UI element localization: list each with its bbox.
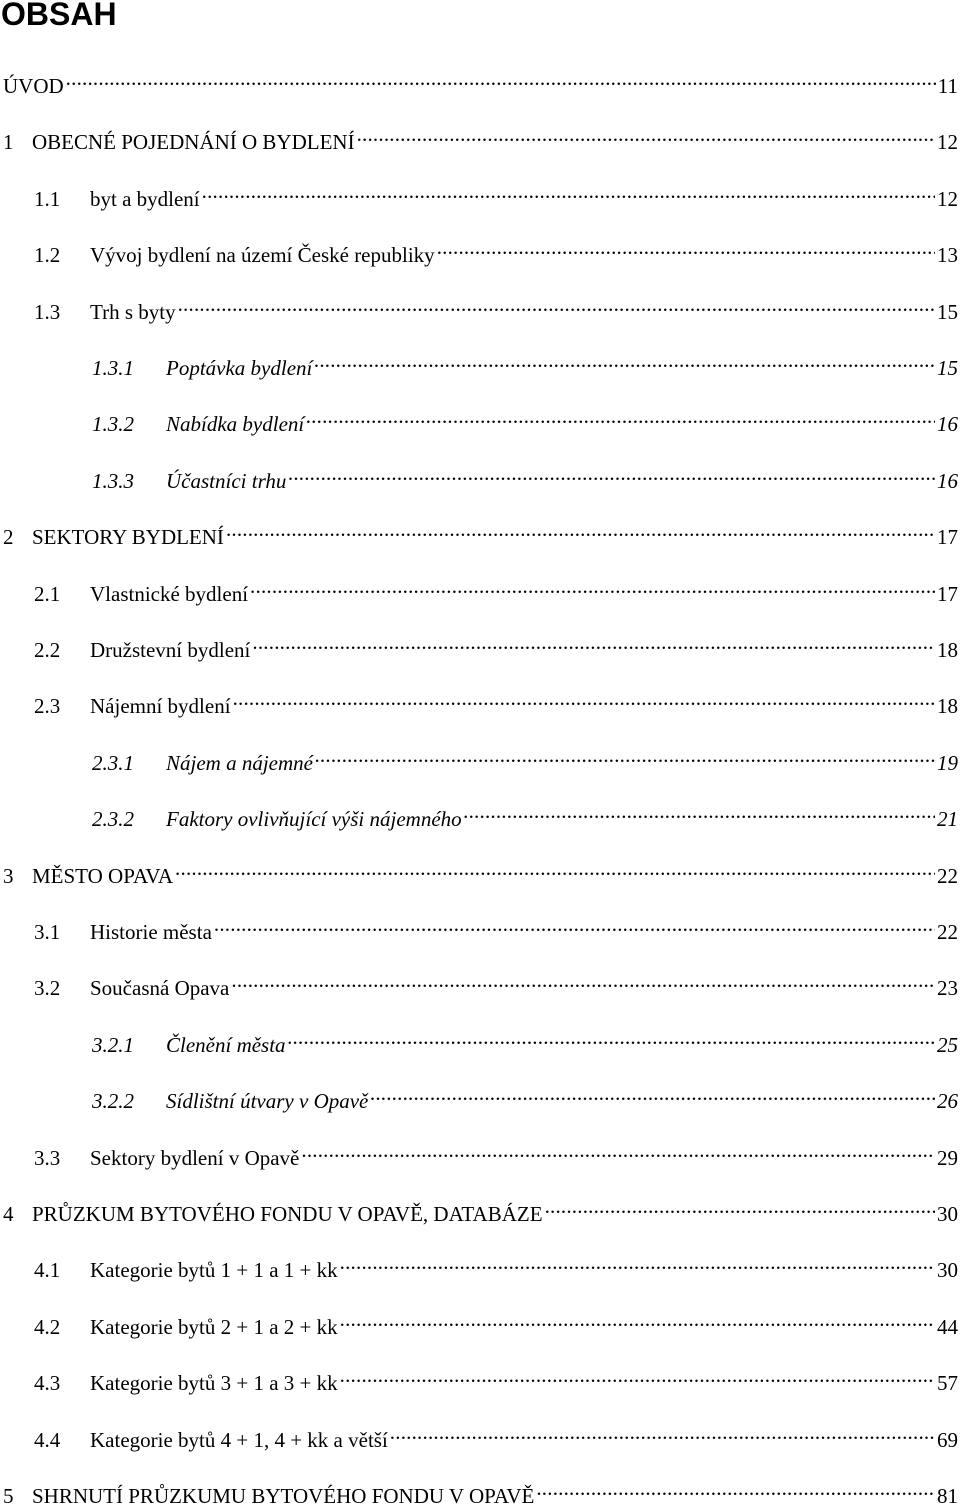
toc-entry-number: 1.3 — [34, 299, 61, 324]
toc-entry-title: Nabídka bydlení — [166, 412, 305, 437]
toc-entry-title: SHRNUTÍ PRŮZKUMU BYTOVÉHO FONDU V OPAVĚ — [32, 1484, 535, 1508]
toc-entry[interactable] — [0, 571, 958, 606]
toc-entry[interactable] — [0, 232, 958, 268]
toc-entry-page-number: 17 — [937, 525, 958, 550]
toc-dot-leader — [288, 1022, 935, 1052]
toc-entry-title: OBECNÉ POJEDNÁNÍ O BYDLENÍ — [32, 130, 355, 155]
toc-entry-page-number: 22 — [937, 863, 958, 888]
toc-entry-title: Kategorie bytů 2 + 1 a 2 + kk — [90, 1314, 338, 1339]
toc-dot-leader — [370, 1078, 935, 1108]
toc-entry-page-number: 25 — [937, 1032, 958, 1057]
toc-entry[interactable] — [0, 1078, 958, 1114]
toc-entry[interactable] — [0, 514, 958, 550]
toc-entry-page-number: 81 — [937, 1484, 958, 1508]
toc-entry[interactable] — [0, 796, 958, 832]
toc-dot-leader — [357, 119, 935, 149]
toc-entry[interactable] — [0, 176, 958, 211]
toc-dot-leader — [437, 232, 935, 262]
toc-entry-number: 3.2 — [34, 976, 61, 1001]
toc-entry-page-number: 26 — [937, 1089, 958, 1114]
toc-entry[interactable] — [0, 119, 958, 155]
toc-dot-leader — [226, 514, 935, 544]
toc-entry-title: Nájemní bydlení — [90, 694, 231, 719]
toc-entry-page-number: 30 — [937, 1258, 958, 1283]
toc-dot-leader — [536, 1473, 935, 1503]
toc-dot-leader — [314, 345, 935, 375]
toc-entry-page-number: 44 — [937, 1314, 958, 1339]
toc-dot-leader — [178, 289, 935, 319]
toc-dot-leader — [340, 1247, 935, 1277]
toc-entry-title: Kategorie bytů 1 + 1 a 1 + kk — [90, 1258, 338, 1283]
toc-entry-page-number: 11 — [937, 74, 958, 98]
toc-entry-page-number: 12 — [937, 186, 958, 211]
toc-entry[interactable] — [0, 1247, 958, 1283]
toc-entry-number: 3 — [3, 863, 14, 888]
toc-entry-title: MĚSTO OPAVA — [32, 863, 174, 888]
toc-dot-leader — [202, 176, 935, 206]
toc-dot-leader — [464, 796, 935, 826]
toc-entry-title: Členění města — [166, 1032, 286, 1057]
toc-dot-leader — [545, 1191, 935, 1221]
toc-entry-page-number: 16 — [937, 412, 958, 437]
toc-entry-number: 3.2.1 — [92, 1032, 134, 1057]
toc-entry-title: Vývoj bydlení na území České republiky — [90, 243, 435, 268]
toc-entry-number: 4.4 — [34, 1427, 61, 1452]
toc-entry[interactable] — [0, 683, 958, 719]
toc-dot-leader — [390, 1417, 935, 1447]
toc-entry-number: 1.3.2 — [92, 412, 134, 437]
toc-entry-title: Historie města — [90, 920, 212, 944]
toc-entry-title: Nájem a nájemné — [166, 750, 313, 775]
toc-dot-leader — [66, 63, 936, 93]
toc-dot-leader — [214, 909, 935, 939]
toc-entry-page-number: 13 — [937, 243, 958, 268]
toc-entry-title: SEKTORY BYDLENÍ — [32, 525, 224, 550]
toc-entry-number: 3.3 — [34, 1145, 61, 1170]
toc-entry-title: PRŮZKUM BYTOVÉHO FONDU V OPAVĚ, DATABÁZE — [32, 1202, 543, 1226]
toc-entry-number: 1.3.1 — [92, 356, 134, 380]
toc-entry[interactable] — [0, 1360, 958, 1396]
toc-entry-number: 2 — [3, 525, 14, 550]
toc-dot-leader — [315, 740, 935, 770]
toc-entry-page-number: 15 — [937, 299, 958, 324]
toc-entry-title: Kategorie bytů 4 + 1, 4 + kk a větší — [90, 1427, 388, 1452]
toc-entry-number: 3.2.2 — [92, 1089, 134, 1114]
toc-entry-number: 1.1 — [34, 186, 61, 211]
toc-entry[interactable] — [0, 63, 958, 98]
toc-entry-page-number: 18 — [937, 638, 958, 662]
toc-entry-number: 1.2 — [34, 243, 61, 268]
toc-entry-page-number: 19 — [937, 750, 958, 775]
toc-dot-leader — [301, 1135, 935, 1165]
toc-entry[interactable] — [0, 1191, 958, 1226]
toc-dot-leader — [288, 458, 935, 488]
toc-entry-title: Sídlištní útvary v Opavě — [166, 1089, 369, 1114]
toc-entry-number: 2.3.1 — [92, 750, 134, 775]
toc-entry-number: 4.2 — [34, 1314, 61, 1339]
toc-entry[interactable] — [0, 401, 958, 437]
toc-entry-page-number: 30 — [937, 1202, 958, 1226]
toc-entry-number: 1 — [3, 130, 14, 155]
toc-entry-number: 2.3 — [34, 694, 61, 719]
toc-entry[interactable] — [0, 458, 958, 493]
toc-entry-title: Účastníci trhu — [166, 468, 287, 493]
toc-entry-number: 1.3.3 — [92, 468, 134, 493]
toc-entry[interactable] — [0, 740, 958, 775]
toc-entry[interactable] — [0, 289, 958, 324]
toc-entry-page-number: 18 — [937, 694, 958, 719]
toc-entry-title: Poptávka bydlení — [166, 356, 313, 380]
toc-entry-title: Trh s byty — [90, 299, 176, 324]
toc-entry-number: 4.3 — [34, 1371, 61, 1396]
toc-entry[interactable] — [0, 909, 958, 944]
toc-dot-leader — [252, 627, 935, 657]
toc-entry-title: Kategorie bytů 3 + 1 a 3 + kk — [90, 1371, 338, 1396]
toc-entry-page-number: 22 — [937, 920, 958, 944]
toc-entry[interactable] — [0, 965, 958, 1001]
toc-entry-number: 2.3.2 — [92, 807, 134, 832]
toc-entry-page-number: 29 — [937, 1145, 958, 1170]
toc-entry[interactable] — [0, 627, 958, 662]
toc-entry[interactable] — [0, 1304, 958, 1339]
toc-entry-number: 3.1 — [34, 920, 61, 944]
toc-entry-page-number: 12 — [937, 130, 958, 155]
toc-entry-page-number: 15 — [937, 356, 958, 380]
toc-entry[interactable] — [0, 1473, 958, 1508]
page-title: OBSAH — [1, 0, 117, 32]
toc-entry-page-number: 16 — [937, 468, 958, 493]
toc-entry-number: 5 — [3, 1484, 14, 1508]
toc-entry-title: Sektory bydlení v Opavě — [90, 1145, 300, 1170]
toc-dot-leader — [175, 853, 935, 883]
toc-entry-number: 4.1 — [34, 1258, 61, 1283]
toc-dot-leader — [231, 965, 935, 995]
toc-entry-number: 2.1 — [34, 581, 61, 606]
toc-entry-page-number: 21 — [937, 807, 958, 832]
toc-entry-title: Vlastnické bydlení — [90, 581, 249, 606]
toc-dot-leader — [233, 683, 935, 713]
toc-dot-leader — [340, 1304, 935, 1334]
toc-entry[interactable] — [0, 1135, 958, 1170]
toc-entry[interactable] — [0, 853, 958, 888]
toc-entry-title: Faktory ovlivňující výši nájemného — [166, 807, 462, 832]
toc-entry[interactable] — [0, 1417, 958, 1452]
toc-entry-page-number: 23 — [937, 976, 958, 1001]
toc-entry-page-number: 57 — [937, 1371, 958, 1396]
toc-dot-leader — [250, 571, 935, 601]
toc-entry-title: ÚVOD — [3, 74, 64, 98]
toc-entry-title: byt a bydlení — [90, 186, 200, 211]
toc-entry-number: 2.2 — [34, 638, 61, 662]
toc-entry-number: 4 — [3, 1202, 14, 1226]
toc-entry-title: Současná Opava — [90, 976, 230, 1001]
toc-entry[interactable] — [0, 345, 958, 380]
toc-entry[interactable] — [0, 1022, 958, 1057]
toc-entry-page-number: 17 — [937, 581, 958, 606]
toc-dot-leader — [340, 1360, 935, 1390]
toc-entry-title: Družstevní bydlení — [90, 638, 251, 662]
toc-entry-page-number: 69 — [937, 1427, 958, 1452]
toc-dot-leader — [306, 401, 935, 431]
